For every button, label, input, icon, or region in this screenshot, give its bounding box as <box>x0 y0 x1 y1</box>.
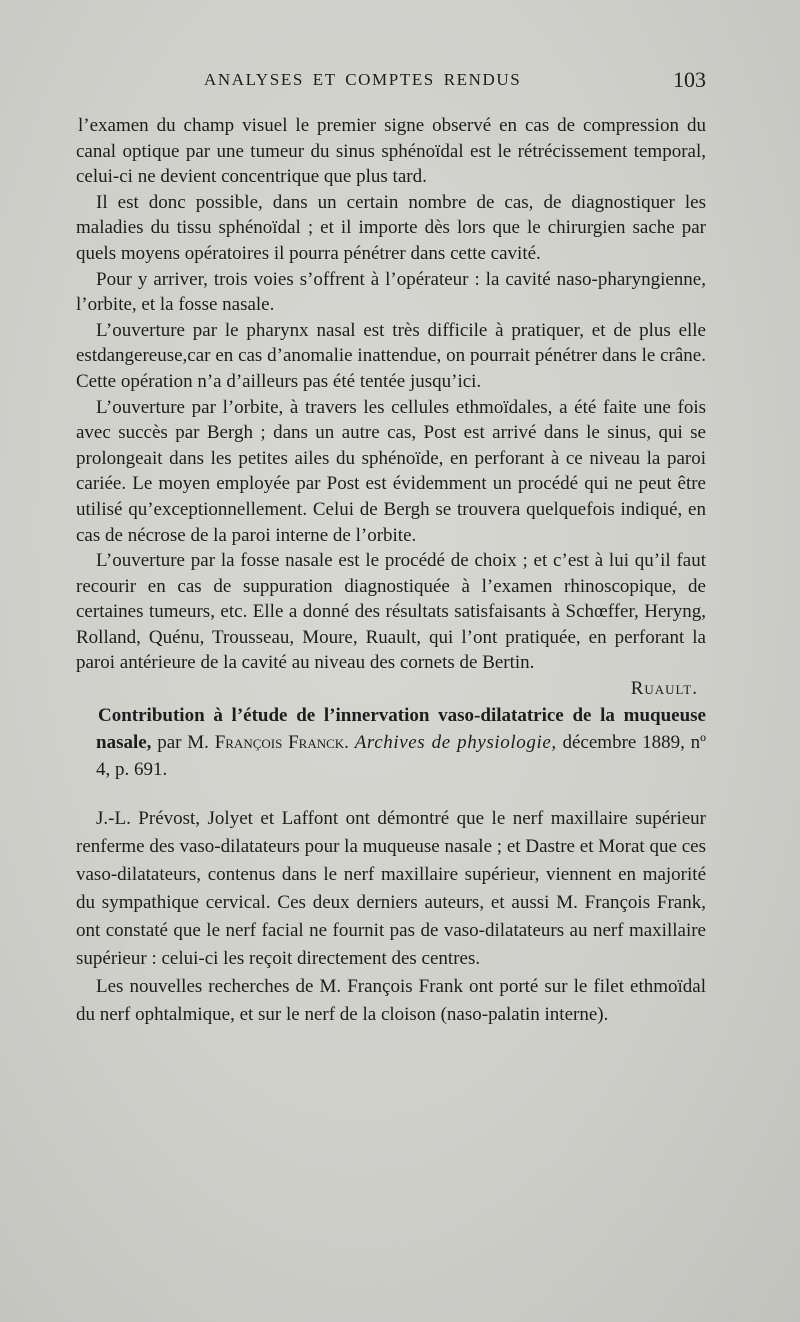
paragraph: Il est donc possible, dans un certain nombre de cas, de diagnostiquer les maladies du tissu sphénoïdal ; et il importe dès lors que le chirurgien sache par quels moyens opératoires il pourra pénétrer dans cette cavité. <box>76 191 706 264</box>
article-body <box>76 805 706 1029</box>
running-head: ANALYSES ET COMPTES RENDUS <box>204 70 522 89</box>
paragraph: J.-L. Prévost, Jolyet et Laffont ont démontré que le nerf maxillaire supérieur renferme des vaso-dilatateurs pour la muqueuse nasale ; et Dastre et Morat que ces vaso-dilatateurs, contenus dans le nerf maxillaire supérieur, viennent en majorité du sympathique cervical. Ces deux derniers auteurs, et aussi M. François Frank, ont constaté que le nerf facial ne fournit pas de vaso-dilatateurs au nerf maxillaire supérieur : celui-ci les reçoit directement des centres. <box>76 807 706 969</box>
page-header <box>76 67 706 100</box>
review-ophthalmic-sinus <box>76 113 706 702</box>
article-journal: Archives de physiologie, <box>354 731 557 753</box>
article-by: par M. <box>157 731 209 753</box>
article-author: François Franck. <box>214 731 349 753</box>
page-body <box>76 113 706 1029</box>
paragraph: L’ouverture par la fosse nasale est le procédé de choix ; et c’est à lui qu’il faut recourir en cas de suppuration diagnostiquée à l’examen rhinoscopique, de certaines tumeurs, etc. Elle a donné des résultats satisfaisants à Schœffer, Heryng, Rolland, Quénu, Trousseau, Moure, Ruault, qui l’ont pratiquée, en perforant la paroi antérieure de la cavité au niveau des cornets de Bertin. <box>76 550 706 674</box>
review-signature: Ruault. <box>630 678 698 700</box>
page-number: 103 <box>673 67 706 92</box>
article-citation: décembre 1889, nº 4, p. 691. <box>96 731 707 780</box>
review-vaso-dilatatrice <box>76 702 706 1029</box>
paragraph: l’examen du champ visuel le premier signe observé en cas de compression du canal optique par une tumeur du sinus sphénoïdal est le rétrécissement temporal, celui-ci ne devient concentrique que plus tard. <box>76 115 706 188</box>
paragraph: Pour y arriver, trois voies s’offrent à l’opérateur : la cavité naso-pharyngienne, l’orbite, et la fosse nasale. <box>76 268 706 316</box>
paragraph: Les nouvelles recherches de M. François Frank ont porté sur le filet ethmoïdal du nerf ophtalmique, et sur le nerf de la cloison (naso-palatin interne). <box>76 975 706 1025</box>
article-title: Contribution à l’étude de l’innervation vaso-dilatatrice de la muqueuse nasale, <box>96 704 706 753</box>
paragraph: L’ouverture par le pharynx nasal est très difficile à pratiquer, et de plus elle estdangereuse,car en cas d’anomalie inattendue, on pourrait pénétrer dans le crâne. Cette opération n’a d’ailleurs pas été tentée jusqu’ici. <box>76 319 706 392</box>
article-heading <box>76 702 706 783</box>
paragraph: L’ouverture par l’orbite, à travers les cellules ethmoïdales, a été faite une fois avec succès par Bergh ; dans un autre cas, Post est arrivé dans le sinus, qui se prolongeait dans les petites ailes du sphénoïde, en perforant à ce niveau la paroi cariée. Le moyen employée par Post est évidemment un procédé qui ne peut être utilisé qu’exceptionnellement. Celui de Bergh se trouvera quelquefois indiqué, en cas de nécrose de la paroi interne de l’orbite. <box>76 396 706 546</box>
